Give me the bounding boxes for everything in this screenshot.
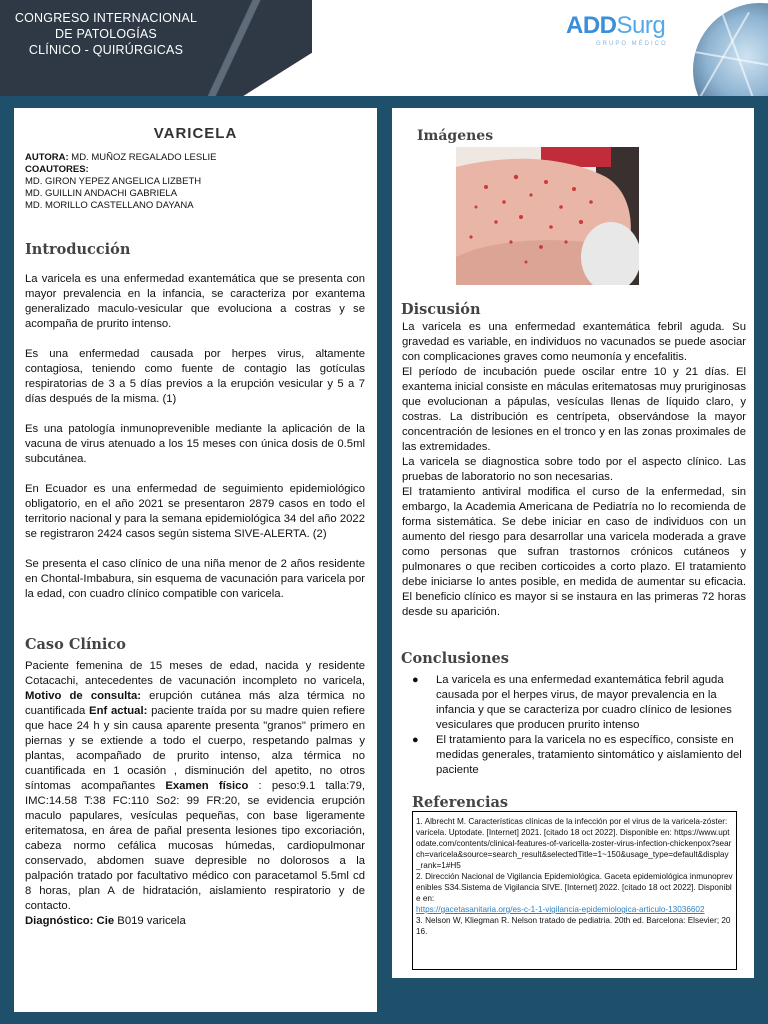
addsurg-logo xyxy=(566,12,684,52)
discusion-paragraph: El tratamiento antiviral modifica el curso de la enfermedad, sin embargo, la Academia Americana de Pediatría no lo recomienda de forma sistemática. Se debe iniciar en caso de individuos con un aumento del riesgo para desarrollar una varicela moderada a grave como personas que sufran trastornos crónicos cutáneos y pulmonares o que reciben corticoides a corto plazo. El tratamiento debe iniciarse lo antes posible, en medida de aumentar su eficacia. El beneficio clínico es mayor si se instaura en las primeras 72 horas desde su aparición. xyxy=(402,486,746,618)
coauthors-label: COAUTORES: xyxy=(25,164,89,175)
introduccion-paragraph: Es una enfermedad causada por herpes virus, altamente contagiosa, teniendo como fuente de contagio las gotículas respiratorias de 3 a 5 días previos a la erupción vesicular y 5 a 7 días después de la misma. (1) xyxy=(25,348,365,405)
right-column xyxy=(392,108,754,978)
reference-item: 3. Nelson W, Kliegman R. Nelson tratado de pediatria. 20th ed. Barcelona: Elsevier; 2016. xyxy=(416,916,731,936)
logo-part-add: ADD xyxy=(566,12,617,39)
caso-clinico-body: Paciente femenina de 15 meses de edad, nacida y residente Cotacachi, antecedentes de vacunación incompleto no varicela, Motivo de consulta: erupción cutánea más alza térmica no cuantificada Enf actual: paciente traída por su madre quien refiere que hace 24 h y sin causa aparente presenta "granos" primero en piernas y se extiende a todo el cuerpo, respetando palmas y plantas, acompañado de prurito intenso, alza térmica no cuantificada en 1 ocasión , disminución del apetito, no otros síntomas acompañantes Examen físico : peso:9.1 talla:79, IMC:14.58 T:38 FC:110 So2: 99 FR:20, se evidencia erupción maculo papulares, vesículas pequeñas, con base ligeramente eritematosa, en área de pañal presenta lesiones tipo excoriación, cabeza normo cefálica mucosas húmedas, cardiopulmonar conservado, abdomen suave depresible no dolorosos a la palpación tratado por facultativo médico con paracetamol 5.5ml cd 8 horas, plan A de hidratación, aislamiento respiratorio y de contacto. Diagnóstico: Cie B019 varicela xyxy=(25,660,366,927)
conclusiones-heading: Conclusiones xyxy=(401,650,509,667)
reference-link[interactable]: https://gacetasanitaria.org/es-c-1-1-vigilancia-epidemiologica-articulo-13036602 xyxy=(416,905,705,914)
examen-label: Examen físico xyxy=(165,780,249,792)
logo-wordmark xyxy=(566,12,684,40)
author-label: AUTORA: xyxy=(25,152,69,163)
motivo-label: Motivo de consulta: xyxy=(25,690,142,702)
varicela-clinical-photo xyxy=(456,147,639,285)
referencias-box xyxy=(412,811,737,970)
congress-title-line: CONGRESO INTERNACIONAL xyxy=(14,11,198,25)
bullet-icon: ● xyxy=(412,734,419,746)
discusion-paragraph: La varicela se diagnostica sobre todo por el aspecto clínico. Las pruebas de laboratorio no son necesarias. xyxy=(402,456,746,483)
coauthor-name: MD. GUILLIN ANDACHI GABRIELA xyxy=(25,188,178,199)
logo-part-surg: Surg xyxy=(616,12,666,39)
congress-title xyxy=(0,10,212,58)
author-name: MD. MUÑOZ REGALADO LESLIE xyxy=(71,152,217,163)
coauthor-name: MD. GIRON YEPEZ ANGELICA LIZBETH xyxy=(25,176,202,187)
introduccion-body xyxy=(25,272,365,602)
introduccion-paragraph: En Ecuador es una enfermedad de seguimiento epidemiológico obligatorio, en el año 2021 se presentaron 2879 casos en todo el territorio nacional y para la semana epidemiológica 34 del año 2022 se registraron 2424 casos según sistema SIVE-ALERTA. (2) xyxy=(25,483,365,540)
poster-frame xyxy=(0,96,768,1024)
congress-title-line: CLÍNICO - QUIRÚRGICAS xyxy=(28,43,184,57)
poster-header xyxy=(0,0,768,96)
list-item: ● El tratamiento para la varicela no es específico, consiste en medidas generales, tratamiento sintomático y aislamiento del paciente xyxy=(412,734,742,776)
skin-lesions-image xyxy=(456,147,639,285)
banner-stripe xyxy=(206,0,276,96)
poster-title: VARICELA xyxy=(153,125,238,142)
reference-item: 1. Albrecht M. Características clínicas de la infección por el virus de la varicela-zóster: varicela. Uptodate. [Internet] 2021. [citado 18 oct 2022]. Disponible en: https://www.uptodate.com/contents/clinical-features-of-varicella-zoster-virus-infection-chickenpox?search=varicela&source=search_result&selectedTitle=1~150&usage_type=default&display_rank=1#H5 xyxy=(416,817,732,870)
authors-block xyxy=(25,152,365,212)
congress-title-line: DE PATOLOGÍAS xyxy=(55,27,157,41)
left-column xyxy=(14,108,377,1012)
discusion-heading: Discusión xyxy=(401,301,481,318)
imagenes-heading: Imágenes xyxy=(417,128,494,144)
list-item: ● La varicela es una enfermedad exantemática febril aguda causada por el herpes virus, de mayor prevalencia en la infancia y que se caracteriza por cuadro clínico de lesiones vesiculares que producen prurito intenso xyxy=(412,674,732,731)
logo-subtitle: GRUPO MÉDICO xyxy=(596,41,668,47)
introduccion-heading: Introducción xyxy=(25,241,131,258)
introduccion-paragraph: La varicela es una enfermedad exantemática que se presenta con mayor prevalencia en la infancia, se caracteriza por exantema generalizado maculo-vesicular que evoluciona a costras y se acompaña de prurito intenso. xyxy=(25,273,365,330)
reference-item: 2. Dirección Nacional de Vigilancia Epidemiológica. Gaceta epidemiológica inmunoprevenibles S34.Sistema de Vigilancia SIVE. [Internet] 2022. [citado 18 oct 2022]. Disponible en: xyxy=(416,872,733,903)
caso-clinico-heading: Caso Clínico xyxy=(25,636,126,653)
discusion-paragraph: El período de incubación puede oscilar entre 10 y 21 días. El exantema inicial consiste en máculas eritematosas muy pruriginosas que evolucionan a pápulas, vesículas llenas de líquido claro, y costras. La distribución es centrípeta, observándose la mayor concentración de lesiones en el tronco y en las zonas proximales de las extremidades. xyxy=(402,366,746,453)
diagnostico-label: Diagnóstico: Cie xyxy=(25,915,115,927)
discusion-body xyxy=(402,320,746,620)
author-line xyxy=(25,152,365,164)
discusion-paragraph: La varicela es una enfermedad exantemática febril aguda. Su gravedad es variable, en individuos no vacunados se puede asociar con complicaciones graves como neumonía y encefalitis. xyxy=(402,321,746,363)
bullet-icon: ● xyxy=(412,674,419,686)
referencias-heading: Referencias xyxy=(412,794,509,811)
introduccion-paragraph: Se presenta el caso clínico de una niña menor de 2 años residente en Chontal-Imbabura, sin esquema de vacunación para varicela por la edad, con cuadro clínico compatible con varicela. xyxy=(25,558,365,600)
enf-actual-label: Enf actual: xyxy=(89,705,148,717)
coauthor-name: MD. MORILLO CASTELLANO DAYANA xyxy=(25,200,194,211)
introduccion-paragraph: Es una patología inmunoprevenible mediante la aplicación de la vacuna de virus atenuado a los 15 meses con única dosis de 0.5ml subcutánea. xyxy=(25,423,365,465)
conclusiones-list xyxy=(406,673,744,778)
